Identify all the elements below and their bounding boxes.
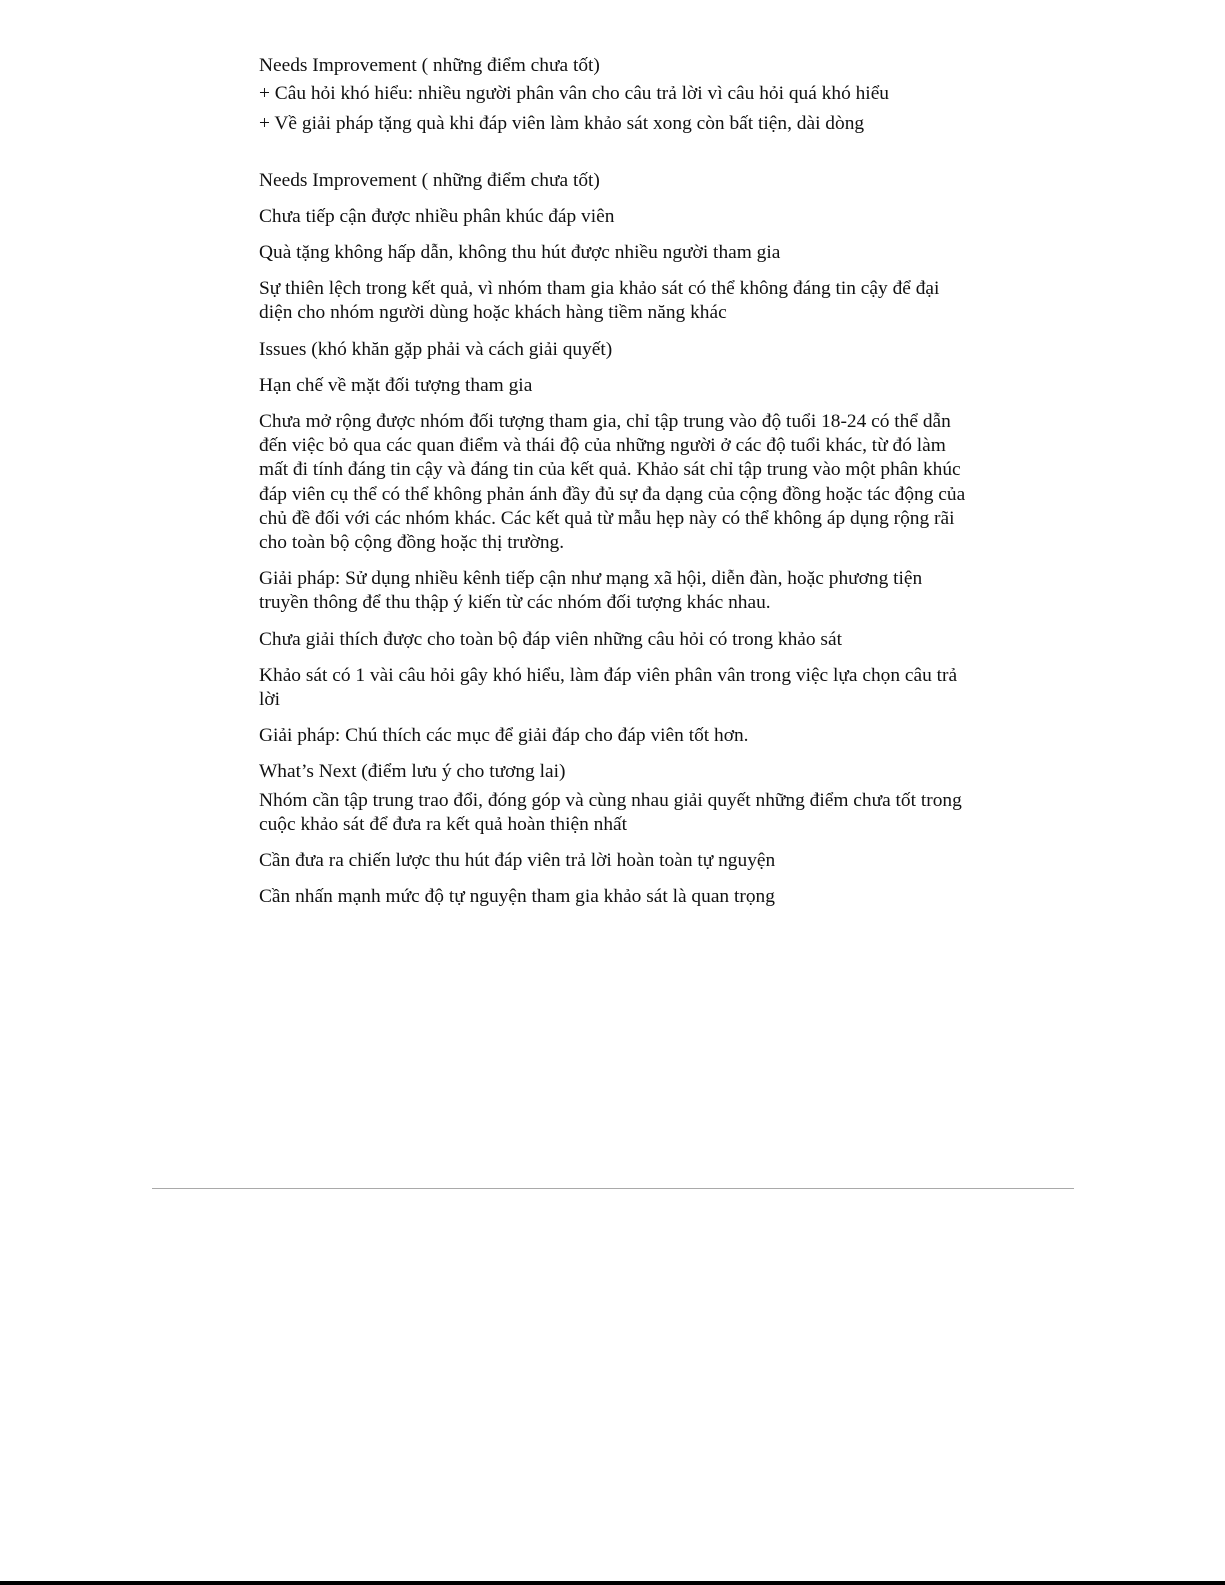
issues-heading: Issues (khó khăn gặp phải và cách giải quyết) [259, 338, 613, 360]
issue2-solution: Giải pháp: Chú thích các mục để giải đáp cho đáp viên tốt hơn. [259, 725, 749, 747]
section2-item: Sự thiên lệch trong kết quả, vì nhóm tham gia khảo sát có thể không đáng tin cậy để đại diện cho nhóm người dùng hoặc khách hàng tiềm năng khác [259, 278, 940, 324]
section2-heading: Needs Improvement ( những điểm chưa tốt) [259, 169, 600, 191]
section2-item: Quà tặng không hấp dẫn, không thu hút được nhiều người tham gia [259, 242, 781, 264]
section1-item: + Câu hỏi khó hiểu: nhiều người phân vân cho câu trả lời vì câu hỏi quá khó hiểu [259, 83, 889, 105]
whats-next-item: Cần nhấn mạnh mức độ tự nguyện tham gia khảo sát là quan trọng [259, 886, 775, 908]
issue2-body: Khảo sát có 1 vài câu hỏi gây khó hiểu, làm đáp viên phân vân trong việc lựa chọn câu trả lời [259, 664, 958, 711]
document-body [259, 54, 969, 909]
whats-next-heading: What’s Next (điểm lưu ý cho tương lai) [259, 761, 566, 783]
issue1-solution: Giải pháp: Sử dụng nhiều kênh tiếp cận như mạng xã hội, diễn đàn, hoặc phương tiện truyền thông để thu thập ý kiến từ các nhóm đối tượng khác nhau. [259, 568, 923, 614]
section1-item: + Về giải pháp tặng quà khi đáp viên làm khảo sát xong còn bất tiện, dài dòng [259, 113, 865, 135]
issue1-body: Chưa mở rộng được nhóm đối tượng tham gia, chỉ tập trung vào độ tuổi 18-24 có thể dẫn đến việc bỏ qua các quan điểm và thái độ của những người ở các độ tuổi khác, từ đó làm mất đi tính đáng tin cậy và đáng tin của kết quả. Khảo sát chỉ tập trung vào một phân khúc đáp viên cụ thể có thể không phản ánh đầy đủ sự đa dạng của cộng đồng hoặc tác động của chủ đề đối với các nhóm khác. Các kết quả từ mẫu hẹp này có thể không áp dụng rộng rãi cho toàn bộ cộng đồng hoặc thị trường. [259, 411, 966, 554]
whats-next-item: Cần đưa ra chiến lược thu hút đáp viên trả lời hoàn toàn tự nguyện [259, 850, 776, 872]
whats-next-item: Nhóm cần tập trung trao đổi, đóng góp và cùng nhau giải quyết những điểm chưa tốt trong cuộc khảo sát để đưa ra kết quả hoàn thiện nhất [259, 789, 962, 835]
page-divider [152, 1188, 1074, 1189]
section1-heading: Needs Improvement ( những điểm chưa tốt) [259, 55, 600, 76]
section2-item: Chưa tiếp cận được nhiều phân khúc đáp viên [259, 205, 615, 227]
issue1-title: Hạn chế về mặt đối tượng tham gia [259, 374, 533, 396]
bottom-edge-bar [0, 1581, 1225, 1585]
issue2-title: Chưa giải thích được cho toàn bộ đáp viên những câu hỏi có trong khảo sát [259, 628, 842, 650]
